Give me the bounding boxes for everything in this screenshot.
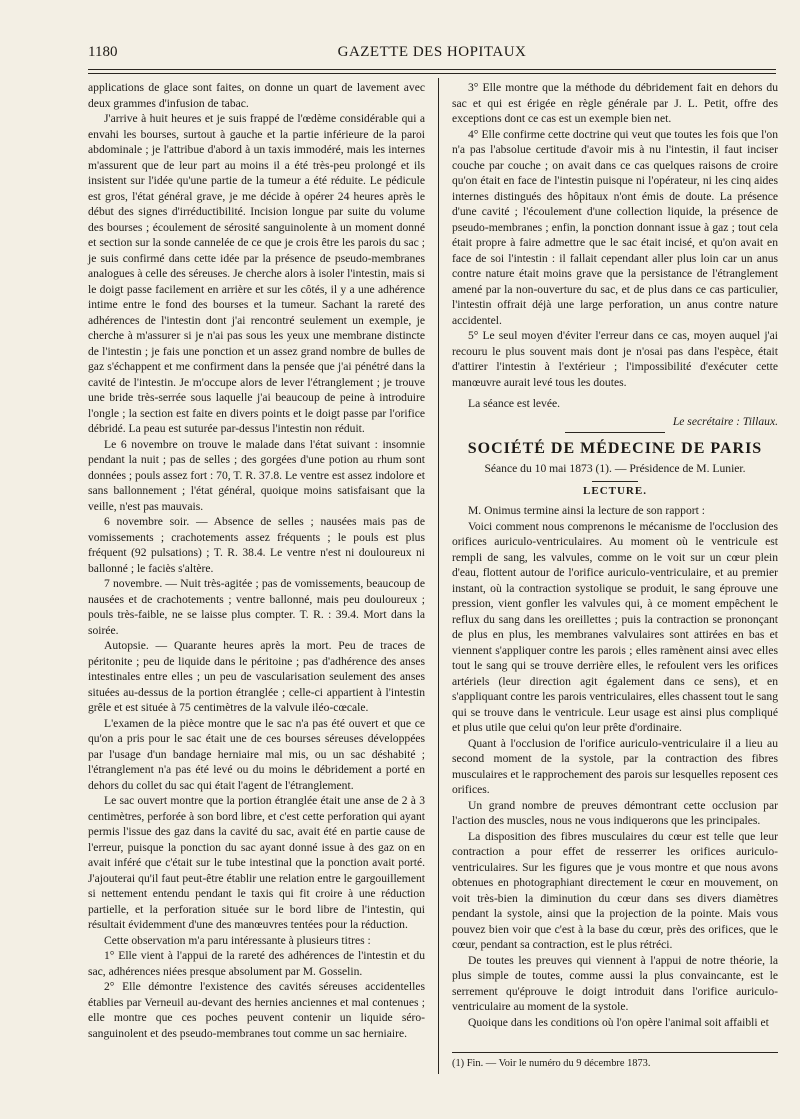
paragraph: L'examen de la pièce montre que le sac n'a pas été ouvert et que ce qu'on a pris pour le sac était une de ces bourses séreuses développées par l'usage d'un bandage herniaire mal mis, ou un sac déshabité ; l'étranglement n'a pas été levé ou du moins le débridement a porté en dehors du collet du sac qui était l'agent de l'étranglement. <box>88 716 425 792</box>
paragraph: 5° Le seul moyen d'éviter l'erreur dans ce cas, moyen auquel j'ai recouru le plus souvent mais dont je n'osai pas dans l'espèce, était d'attirer l'intestin à l'extérieur ; l'impossibilité d'exécuter cette manœuvre aurait levé tous les doutes. <box>452 329 778 389</box>
section-separator-short <box>592 481 638 482</box>
right-column <box>452 80 778 1030</box>
paragraph: Le sac ouvert montre que la portion étranglée était une anse de 2 à 3 centimètres, perforée à son bord libre, et c'est cette perforation qui ayant permis l'issue des gaz dans la cavité du sac, avait été en partie cause de l'erreur, puisque la ponction du sac ayant donné issue à des gaz on en avait inféré que c'était sur le tube intestinal que la ponction avait porté. J'ajouterai qu'il faut peut-être établir une relation entre le gargouillement si nettement entendu pendant le taxis qui fit croire à une réduction partielle, et la perforation située sur le bord libre de l'intestin, qui résultait évidemment d'une des manœuvres tentées pour la réduction. <box>88 794 425 931</box>
paragraph: 7 novembre. — Nuit très-agitée ; pas de vomissements, beaucoup de nausées et de crachotements ; ventre ballonné, mais peu douloureux ; pouls très-faible, ne se laisse plus compter. T. R. : 39.4. Mort dans la soirée. <box>88 577 425 637</box>
paragraph: La disposition des fibres musculaires du cœur est telle que leur contraction a pour effet de resserrer les orifices auriculo-ventriculaires. Sur les figures que je vous montre et que nous avons obtenues en photographiant directement le cœur en mouvement, on voit très-bien la diminution du cœur dans ses divers diamètres pendant la systole, ainsi que la projection de la pointe. Mais vous pouvez bien voir que c'est à la base du cœur, près des orifices, que le cœur, pendant sa contraction, est le plus rétréci. <box>452 829 778 951</box>
paragraph: Voici comment nous comprenons le mécanisme de l'occlusion des orifices auriculo-ventriculaires. Au moment où le ventricule est rempli de sang, les valvules, comme on le voit sur un cœur plein d'eau, flottent autour de l'orifice auriculo-ventriculaire, et au premier instant, où la contraction systolique se produit, le sang éprouve une pression, vient gonfler les valvules qui, à ce moment empêchent le reflux du sang dans les oreillettes ; puis la contraction se prononçant de plus en plus, les membranes valvulaires sont attirées en bas et viennent s'appliquer contre les parois ; elles ramènent ainsi avec elles tout le sang qui se trouve derrière elles, le refoulent vers les orifices artériels (leur direction agit également dans ce sens), et en s'appliquant contre les parois ventriculaires, elles chassent tout le sang qui se trouve dans le ventricule. Leur usage est ainsi plus compliqué et plus utile que celui qu'on leur prête d'ordinaire. <box>452 519 778 734</box>
paragraph: J'arrive à huit heures et je suis frappé de l'œdème considérable qui a envahi les bourses, surtout à gauche et la partie inférieure de la paroi abdominale ; je l'attribue d'abord à un taxis immodéré, mais les internes m'assurent que de leur part au moins il a été très-peu prolongé et ils insistent sur l'idée qu'une partie de la tumeur a été réduite. Le pédicule est gros, l'état général grave, je me décide à opérer 24 heures après le début des signes d'irréductibilité. Incision longue par suite du volume des bourses ; écoulement de sérosité sanguinolente à un moment donné et section sur la sonde cannelée de ce que je crois être les parois du sac ; je suis confirmé dans cette idée par la présence de pseudo-membranes analogues à celle des séreuses. Je cherche alors à isoler l'intestin, mais si le doigt passe facilement en arrière et sur les côtés, il y a une adhérence intime entre le fond des bourses et la tumeur. Sachant la rareté des adhérences de l'intestin dont j'ai rencontré seulement un exemple, je cherche à m'assurer si je n'ai pas sous les yeux une membrane distincte de l'intestin ; je fais une ponction et un assez grand nombre de bulles de gaz s'échappent et me confirment dans la pensée que j'ai pénétré dans la cavité de l'intestin. Je m'occupe alors de lever l'étranglement ; je trouve une bride très-serrée sous laquelle j'ai beaucoup de peine à introduire l'ongle ; la section est faite en divers points et le doigt passe par l'orifice débridé. La peau est suturée par-dessus l'intestin non réduit. <box>88 112 425 435</box>
paragraph: Autopsie. — Quarante heures après la mort. Peu de traces de péritonite ; peu de liquide dans le péritoine ; pas d'adhérence des anses intestinales entre elles ; un peu de vascularisation seulement des anses situées au-dessus de la portion étranglée ; celle-ci appartient à l'intestin grêle et est située à 75 centimètres de la valvule iléo-cœcale. <box>88 639 425 714</box>
footnote-rule <box>452 1052 778 1053</box>
page-number: 1180 <box>88 44 118 60</box>
paragraph: 2° Elle démontre l'existence des cavités séreuses accidentelles établies par Verneuil au-devant des hernies anciennes et mal contenues ; elle montre que ces poches peuvent contenir un liquide séro-sanguinolent et des pseudo-membranes tout comme un sac herniaire. <box>88 980 425 1040</box>
paragraph: Le 6 novembre on trouve le malade dans l'état suivant : insomnie pendant la nuit ; pas de selles ; des gorgées d'une potion au rhum sont données ; pouls assez fort : 70, T. R. 37.8. Le ventre est assez indolore et sans ballonnement ; l'état général, quoique moins satisfaisant que la veille, n'est pas mauvais. <box>88 437 425 513</box>
paragraph: Quant à l'occlusion de l'orifice auriculo-ventriculaire il a lieu au second moment de la systole, par la contraction des fibres musculaires et le rapprochement des parois sur lesquelles reposent ces orifices. <box>452 736 778 796</box>
paragraph: applications de glace sont faites, on donne un quart de lavement avec deux grammes d'infusion de tabac. <box>88 81 425 110</box>
paragraph: Cette observation m'a paru intéressante à plusieurs titres : <box>104 933 371 947</box>
footnote: (1) Fin. — Voir le numéro du 9 décembre 1873. <box>452 1058 651 1069</box>
seance-close: La séance est levée. <box>468 397 561 410</box>
seance-header: Séance du 10 mai 1873 (1). — Présidence de M. Lunier. <box>484 462 746 475</box>
left-column <box>88 80 425 1041</box>
page-header <box>88 44 776 66</box>
society-title: SOCIÉTÉ DE MÉDECINE DE PARIS <box>467 440 763 457</box>
paragraph: 3° Elle montre que la méthode du débridement fait en dehors du sac et qui est érigée en règle générale par J. L. Petit, offre des exceptions dont ce cas est un exemple bien net. <box>452 81 778 125</box>
header-rule-thin <box>88 73 776 74</box>
paragraph: Un grand nombre de preuves démontrant cette occlusion par l'action des muscles, nous ne vous indiquerons que les principales. <box>452 798 778 827</box>
paragraph: De toutes les preuves qui viennent à l'appui de notre théorie, la plus simple de toutes, comme aussi la plus convaincante, est le serrement qu'éprouve le doigt introduit dans l'orifice auriculo-ventriculaire au moment de la systole. <box>452 953 778 1013</box>
header-rule <box>88 69 776 70</box>
paragraph: M. Onimus termine ainsi la lecture de son rapport : <box>468 504 705 517</box>
journal-title: GAZETTE DES HOPITAUX <box>337 44 527 60</box>
paragraph: 4° Elle confirme cette doctrine qui veut que toutes les fois que l'on n'a pas l'absolue certitude d'avoir mis à nu l'intestin, il faut inciser couche par couche ; on avait dans ce cas quelques raisons de croire qu'on était en face de l'intestin puisque ni l'opérateur, ni les cinq aides internes distingués des hôpitaux n'ont émis de doute. La présence d'une cavité ; l'écoulement d'une collection liquide, la présence de pseudo-membranes ; enfin, la ponction donnant issue à gaz ; tout cela était propre à faire admettre que le sac était incisé, et qu'on avait en face de soi l'intestin : il fallait cependant aller plus loin car un anus contre nature était moins grave que la persistance de l'étranglement amené par la non-ouverture du sac, et de plus dans ce cas particulier, l'intestin offrait déjà une large perforation, un anus contre nature accidentel. <box>452 127 778 327</box>
section-separator <box>565 432 665 433</box>
paragraph: 6 novembre soir. — Absence de selles ; nausées mais pas de vomissements ; crachotements assez fréquents ; le pouls est plus fréquent (92 pulsations) ; T. R. 38.4. Le ventre n'est ni douloureux ni ballonné ; le faciès s'altère. <box>88 515 425 575</box>
paragraph: 1° Elle vient à l'appui de la rareté des adhérences de l'intestin et du sac, adhérences niées presque absolument par M. Gosselin. <box>88 949 425 978</box>
paragraph: Quoique dans les conditions où l'on opère l'animal soit affaibli et <box>468 1015 769 1029</box>
column-divider <box>438 78 439 1074</box>
secretary-signature: Le secrétaire : Tillaux. <box>672 414 778 428</box>
section-heading: LECTURE. <box>583 484 647 497</box>
